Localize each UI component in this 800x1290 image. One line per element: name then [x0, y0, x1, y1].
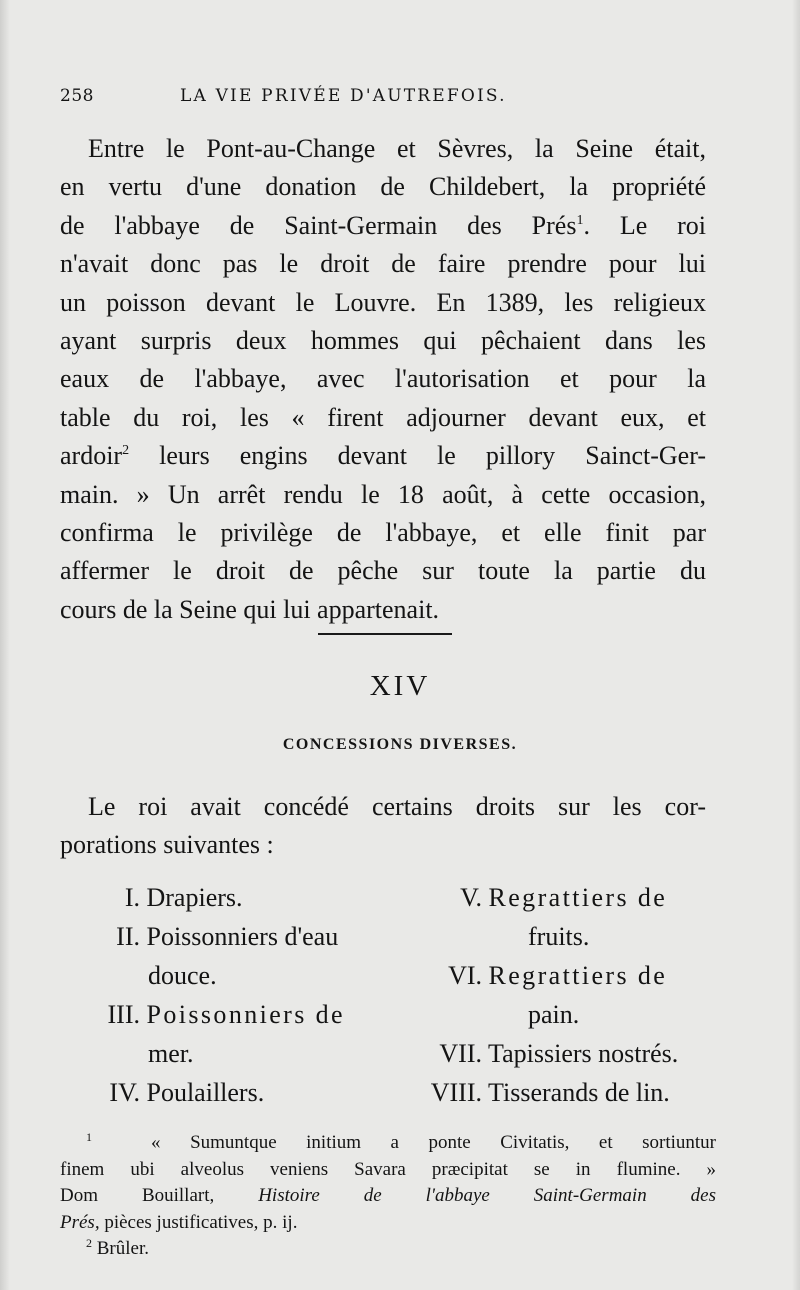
list-item: [82, 878, 412, 917]
item-number: II.: [116, 922, 140, 951]
item-label: Poissonniers de: [146, 1000, 345, 1029]
footnote-mark: 1: [86, 1130, 92, 1144]
item-label: Tisserands de lin.: [488, 1078, 670, 1107]
paragraph-line: affermer le droit de pêche sur toute la partie du: [60, 556, 706, 586]
item-label: Drapiers.: [146, 883, 243, 912]
list-item: [82, 1073, 412, 1112]
footnotes: [60, 1130, 716, 1263]
paragraph-line: Entre le Pont-au-Change et Sèvres, la Seine était,: [88, 134, 706, 163]
footnote-1-line: [60, 1210, 716, 1237]
paragraph-line: confirma le privilège de l'abbaye, et elle finit par: [60, 517, 706, 547]
paragraph-line: ayant surpris deux hommes qui pêchaient dans les: [60, 325, 706, 355]
corporations-right-column: [408, 878, 712, 1112]
intro-line: Le roi avait concédé certains droits sur les cor-: [88, 792, 706, 821]
page-number: 258: [60, 86, 94, 106]
item-label: Regrattiers de: [488, 883, 668, 912]
item-label: Tapissiers nostrés.: [488, 1039, 679, 1068]
item-number: VI.: [448, 961, 482, 990]
paragraph-line: en vertu d'une donation de Childebert, la propriété: [60, 172, 706, 202]
list-item: [408, 956, 712, 995]
paragraph-line: [60, 207, 706, 245]
footnote-author: Dom Bouillart,: [60, 1185, 259, 1206]
footnote-2: [60, 1236, 716, 1263]
item-number: VII.: [439, 1039, 482, 1068]
footnote-citation: pièces justificatives, p. ij.: [99, 1211, 298, 1233]
page-right-edge: [792, 0, 800, 1290]
running-title: LA VIE PRIVÉE D'AUTREFOIS.: [180, 86, 507, 106]
item-number: VIII.: [430, 1078, 482, 1107]
paragraph-line-text: ardoir: [60, 441, 123, 471]
list-item: [408, 878, 712, 917]
list-item: [408, 1073, 712, 1112]
paragraph-line-tail: . Le roi: [583, 210, 706, 240]
paragraph-line: main. » Un arrêt rendu le 18 août, à cette occasion,: [60, 479, 706, 509]
footnote-text: « Sumuntque initium a ponte Civitatis, et sortiuntur: [151, 1132, 717, 1153]
paragraph-line: eaux de l'abbaye, avec l'autorisation et pour la: [60, 364, 706, 394]
footnote-1: [60, 1130, 716, 1157]
item-number: I.: [124, 883, 140, 912]
corporations-left-column: [82, 878, 412, 1112]
footnote-mark: 2: [86, 1236, 92, 1250]
item-number: IV.: [109, 1078, 140, 1107]
item-label: Poulaillers.: [146, 1078, 265, 1107]
footnote-ref-2[interactable]: 2: [122, 443, 130, 459]
item-number: III.: [107, 1000, 140, 1029]
paragraph-line: cours de la Seine qui lui appartenait.: [60, 594, 440, 624]
section-title: CONCESSIONS DIVERSES.: [282, 736, 518, 753]
footnote-1-line: [60, 1183, 716, 1210]
intro-line: porations suivantes :: [60, 830, 274, 860]
paragraph-line: un poisson devant le Louvre. En 1389, les religieux: [60, 287, 706, 317]
item-label-continued: fruits.: [528, 922, 590, 951]
footnote-book-title: Histoire de l'abbaye Saint-Germain des: [258, 1185, 716, 1206]
section-divider: [318, 633, 452, 635]
item-label: Poissonniers d'eau: [146, 922, 339, 951]
footnote-book-title-cont: Prés,: [60, 1211, 100, 1233]
footnote-text: Brûler.: [92, 1238, 149, 1259]
intro-paragraph: [60, 788, 706, 865]
running-head: [60, 86, 720, 110]
item-label-continued: pain.: [528, 1000, 580, 1029]
item-number: V.: [460, 883, 482, 912]
page-left-edge: [0, 0, 10, 1290]
list-item: [82, 917, 412, 956]
item-label-continued: mer.: [148, 1039, 194, 1068]
item-label-continued: douce.: [148, 961, 217, 990]
section-number: XIV: [369, 670, 431, 702]
list-item: [408, 1034, 712, 1073]
footnote-1-line: finem ubi alveolus veniens Savara præcipitat se in flumine. »: [60, 1158, 716, 1180]
list-item: [82, 995, 412, 1034]
paragraph-line: [60, 437, 706, 475]
item-label: Regrattiers de: [488, 961, 668, 990]
main-paragraph: [60, 130, 706, 629]
paragraph-line-tail: leurs engins devant le pillory Sainct-Ger-: [129, 441, 706, 471]
paragraph-line: n'avait donc pas le droit de faire prendre pour lui: [60, 249, 706, 279]
footnote-ref-1[interactable]: 1: [576, 212, 584, 228]
paragraph-line: table du roi, les « firent adjourner devant eux, et: [60, 402, 706, 432]
paragraph-line-text: de l'abbaye de Saint-Germain des Prés: [60, 210, 577, 240]
